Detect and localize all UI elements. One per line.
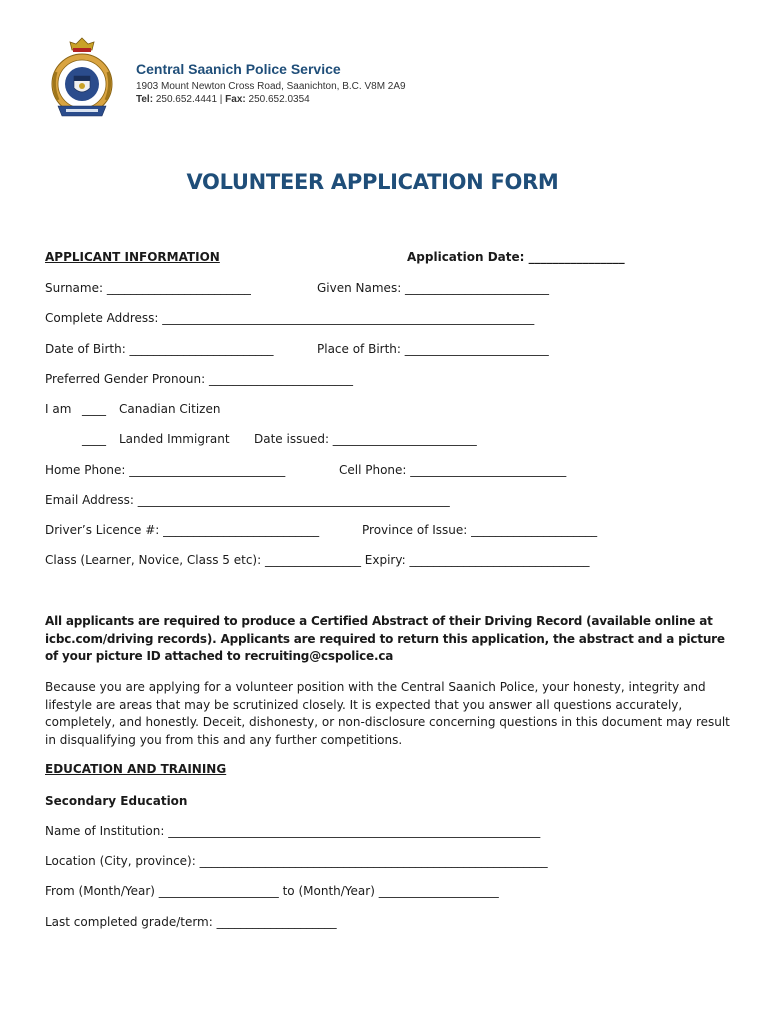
landed-immigrant-blank[interactable]: ____: [82, 432, 106, 446]
cell-phone-field[interactable]: Cell Phone: __________________________: [339, 463, 567, 477]
canadian-citizen-label: Canadian Citizen: [119, 402, 221, 416]
gender-pronoun-field[interactable]: Preferred Gender Pronoun: ________________________: [45, 372, 353, 386]
form-title: VOLUNTEER APPLICATION FORM: [186, 170, 559, 194]
last-grade-field[interactable]: Last completed grade/term: ____________________: [45, 915, 337, 929]
location-field[interactable]: Location (City, province): __________________________________________________________: [45, 854, 548, 868]
applicant-info-heading: APPLICANT INFORMATION: [45, 250, 220, 264]
secondary-education-subheading: Secondary Education: [45, 794, 188, 808]
class-expiry-field[interactable]: Class (Learner, Novice, Class 5 etc): ________________ Expiry: ______________________________: [45, 553, 590, 567]
i-am-label: I am: [45, 402, 72, 416]
education-heading: EDUCATION AND TRAINING: [45, 762, 227, 776]
application-date-field[interactable]: Application Date: ________________: [407, 250, 625, 264]
home-phone-field[interactable]: Home Phone: __________________________: [45, 463, 286, 477]
contact-separator: |: [219, 94, 223, 105]
complete-address-field[interactable]: Complete Address: ______________________________________________________________: [45, 311, 535, 325]
surname-field[interactable]: Surname: ________________________: [45, 281, 251, 295]
given-names-field[interactable]: Given Names: ________________________: [317, 281, 550, 295]
province-of-issue-field[interactable]: Province of Issue: _____________________: [362, 523, 598, 537]
email-address-field[interactable]: Email Address: ____________________________________________________: [45, 493, 450, 507]
from-to-field[interactable]: From (Month/Year) ____________________ to (Month/Year) ____________________: [45, 884, 499, 898]
organization-address: 1903 Mount Newton Cross Road, Saanichton, B.C. V8M 2A9: [136, 81, 406, 92]
organization-name: Central Saanich Police Service: [136, 61, 341, 77]
tel-label: Tel:: [136, 94, 154, 105]
organization-contact: [136, 94, 310, 105]
fax-label: Fax:: [225, 94, 246, 105]
honesty-notice: Because you are applying for a volunteer position with the Central Saanich Police, your honesty, integrity and lifestyle are areas that may be scrutinized closely. It is expected that you answer all questions accurately, completely, and honestly. Deceit, dishonesty, or non-disclosure concerning questions in this document may result in disqualifying you from this and any further competitions.: [45, 680, 730, 747]
canadian-citizen-blank[interactable]: ____: [82, 402, 106, 416]
place-of-birth-field[interactable]: Place of Birth: ________________________: [317, 342, 549, 356]
landed-immigrant-label: Landed Immigrant: [119, 432, 230, 446]
institution-name-field[interactable]: Name of Institution: ______________________________________________________________: [45, 824, 541, 838]
date-of-birth-field[interactable]: Date of Birth: ________________________: [45, 342, 274, 356]
abstract-requirement-notice: All applicants are required to produce a Certified Abstract of their Driving Record (available online at icbc.com/driving records). Applicants are required to return this application, the abstract and a picture of your picture ID attached to recruiting@cspolice.ca: [45, 614, 725, 663]
police-crest-logo: [48, 36, 116, 122]
tel-number: 250.652.4441: [155, 94, 217, 105]
fax-number: 250.652.0354: [248, 94, 310, 105]
date-issued-field[interactable]: Date issued: ________________________: [254, 432, 477, 446]
drivers-licence-field[interactable]: Driver’s Licence #: __________________________: [45, 523, 320, 537]
